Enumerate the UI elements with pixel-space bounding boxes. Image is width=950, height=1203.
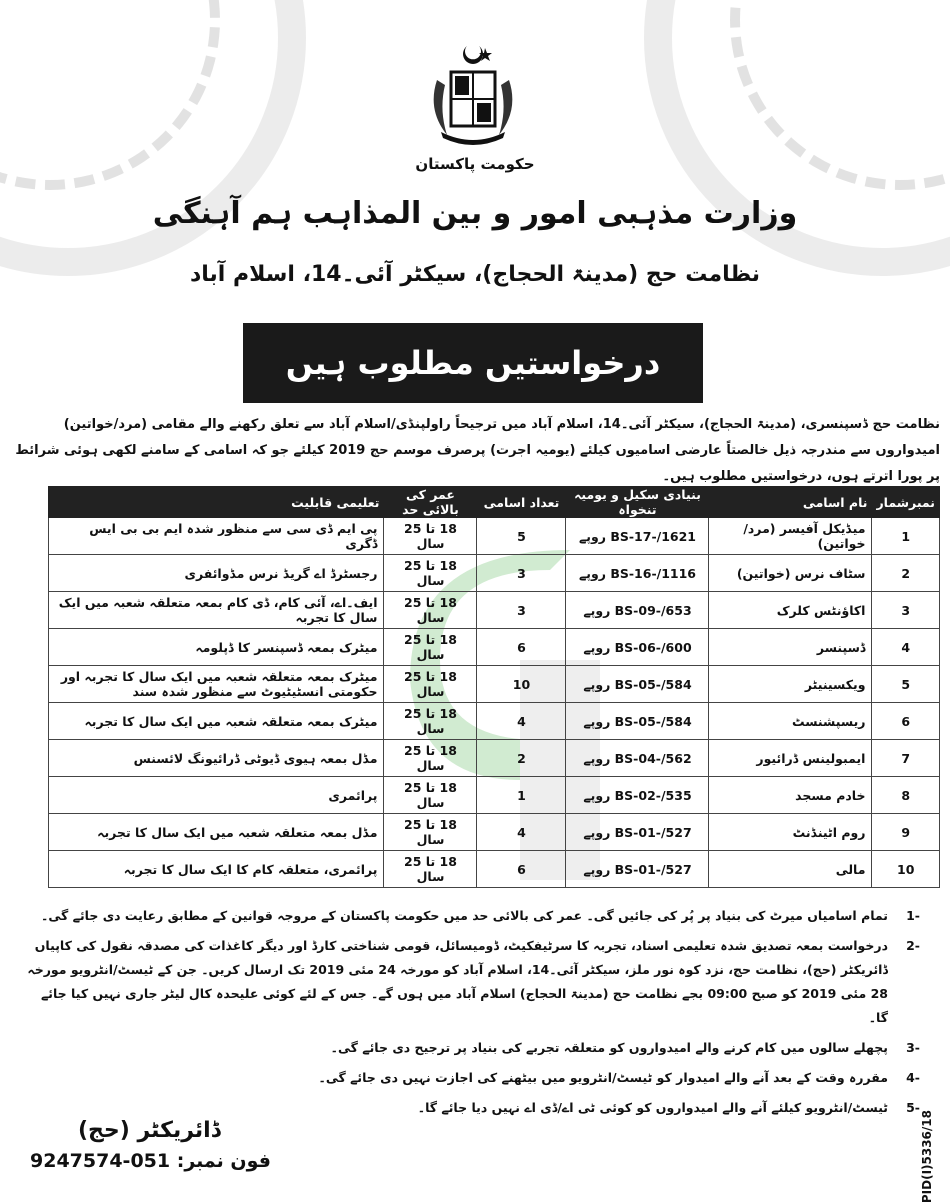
- cell-sno: 7: [872, 740, 940, 777]
- cell-age: 18 تا 25 سال: [384, 555, 477, 592]
- directorate-address: نظامت حج (مدینۃ الحجاج)، سیکٹر آئی۔14، اسلام آباد: [189, 262, 761, 287]
- header-qualification: تعلیمی قابلیت: [49, 487, 384, 518]
- note-number: -3: [906, 1040, 920, 1055]
- cell-count: 5: [477, 518, 566, 555]
- cell-age: 18 تا 25 سال: [384, 814, 477, 851]
- header-age: عمر کی بالائی حد: [384, 487, 477, 518]
- cell-qualification: پرائمری: [49, 777, 384, 814]
- applications-wanted-banner: درخواستیں مطلوب ہیں: [243, 323, 703, 403]
- phone-line: [30, 1150, 271, 1172]
- table-row: [49, 629, 940, 666]
- government-of-pakistan: حکومت پاکستان: [415, 155, 535, 173]
- header-sno: نمبرشمار: [872, 487, 940, 518]
- cell-age: 18 تا 25 سال: [384, 703, 477, 740]
- table-row: [49, 851, 940, 888]
- cell-scale: 562/-BS-04 روپے: [566, 740, 709, 777]
- cell-count: 6: [477, 629, 566, 666]
- table-row: [49, 518, 940, 555]
- cell-post: خادم مسجد: [709, 777, 872, 814]
- cell-count: 2: [477, 740, 566, 777]
- cell-post: روم اٹینڈنٹ: [709, 814, 872, 851]
- state-emblem-icon: [417, 40, 529, 150]
- cell-post: ڈسپنسر: [709, 629, 872, 666]
- cell-age: 18 تا 25 سال: [384, 629, 477, 666]
- cell-qualification: میٹرک بمعہ متعلقہ شعبہ میں ایک سال کا تجربہ: [49, 703, 384, 740]
- note-number: -5: [906, 1100, 920, 1115]
- cell-qualification: مڈل بمعہ متعلقہ شعبہ میں ایک سال کا تجربہ: [49, 814, 384, 851]
- cell-post: میڈیکل آفیسر (مرد/خواتین): [709, 518, 872, 555]
- pid-code: PID(I)5336/18: [920, 1110, 934, 1203]
- cell-sno: 5: [872, 666, 940, 703]
- cell-age: 18 تا 25 سال: [384, 666, 477, 703]
- director-signature: ڈائریکٹر (حج): [78, 1118, 221, 1143]
- cell-sno: 10: [872, 851, 940, 888]
- table-row: [49, 592, 940, 629]
- note-text: ٹیسٹ/انٹرویو کیلئے آنے والے امیدواروں کو کوئی ٹی اے/ڈی اے نہیں دیا جائے گا۔: [417, 1100, 888, 1115]
- cell-scale: 600/-BS-06 روپے: [566, 629, 709, 666]
- cell-qualification: رجسٹرڈ اے گریڈ نرس مڈوائفری: [49, 555, 384, 592]
- cell-scale: 584/-BS-05 روپے: [566, 703, 709, 740]
- cell-post: اکاؤنٹس کلرک: [709, 592, 872, 629]
- posts-table: [48, 486, 940, 888]
- table-header-row: [49, 487, 940, 518]
- cell-age: 18 تا 25 سال: [384, 518, 477, 555]
- phone-label: فون نمبر:: [176, 1150, 271, 1172]
- table-row: [49, 666, 940, 703]
- cell-scale: 527/-BS-01 روپے: [566, 851, 709, 888]
- note-item: [20, 1036, 920, 1060]
- cell-sno: 8: [872, 777, 940, 814]
- cell-qualification: میٹرک بمعہ ڈسپنسر کا ڈپلومہ: [49, 629, 384, 666]
- cell-count: 3: [477, 555, 566, 592]
- header-count: تعداد اسامی: [477, 487, 566, 518]
- note-item: [20, 934, 920, 1030]
- cell-scale: 584/-BS-05 روپے: [566, 666, 709, 703]
- cell-age: 18 تا 25 سال: [384, 740, 477, 777]
- cell-scale: 535/-BS-02 روپے: [566, 777, 709, 814]
- table-row: [49, 703, 940, 740]
- cell-scale: 653/-BS-09 روپے: [566, 592, 709, 629]
- note-text: درخواست بمعہ تصدیق شدہ تعلیمی اسناد، تجربہ کا سرٹیفکیٹ، ڈومیسائل، قومی شناختی کارڈ اور دیگر کاغذات کی مصدقہ نقول کی کاپیاں ڈائریکٹر (حج)، نظامت حج، نزد کوہ نور ملز، سیکٹر آئی۔14، اسلام آباد کو مورخہ 24 مئی 2019 تک ارسال کریں۔ جن کے ٹیسٹ/انٹرویو مورخہ 28 مئی 2019 کو صبح 09:00 بجے نظامت حج (مدینۃ الحجاج) اسلام آباد میں ہوں گے۔ جس کے لئے کوئی علیحدہ کال لیٹر جاری نہیں کیا جائے گا۔: [27, 938, 888, 1025]
- cell-post: مالی: [709, 851, 872, 888]
- note-number: -2: [906, 938, 920, 953]
- cell-qualification: پی ایم ڈی سی سے منظور شدہ ایم بی بی ایس ڈگری: [49, 518, 384, 555]
- cell-age: 18 تا 25 سال: [384, 777, 477, 814]
- table-row: [49, 740, 940, 777]
- phone-number: 051-9247574: [30, 1150, 171, 1172]
- cell-count: 6: [477, 851, 566, 888]
- header-scale: بنیادی سکیل و یومیہ تنخواہ: [566, 487, 709, 518]
- cell-qualification: میٹرک بمعہ متعلقہ شعبہ میں ایک سال کا تجربہ اور حکومتی انسٹیٹیوٹ سے منظور شدہ سند: [49, 666, 384, 703]
- cell-sno: 2: [872, 555, 940, 592]
- intro-paragraph: نظامت حج ڈسپنسری، (مدینۃ الحجاج)، سیکٹر آئی۔14، اسلام آباد میں ترجیحاً راولپنڈی/اسلام آباد سے تعلق رکھنے والے مقامی (مرد/خواتین) امیدواروں سے مندرجہ ذیل خالصتاً عارضی اسامیوں کیلئے (یومیہ اجرت) پرصرف موسم حج 2019 کیلئے جو کہ اسامی کے سامنے لکھی ہوئی شرائط پر پورا اترتے ہوں، درخواستیں مطلوب ہیں۔: [15, 417, 940, 484]
- note-number: -1: [906, 908, 920, 923]
- cell-post: ویکسینیٹر: [709, 666, 872, 703]
- cell-post: سٹاف نرس (خواتین): [709, 555, 872, 592]
- header-post: نام اسامی: [709, 487, 872, 518]
- note-text: مقررہ وقت کے بعد آنے والے امیدوار کو ٹیسٹ/انٹرویو میں بیٹھنے کی اجازت نہیں دی جائے گی۔: [318, 1070, 888, 1085]
- cell-sno: 4: [872, 629, 940, 666]
- terms-and-conditions: [20, 904, 920, 1126]
- note-item: [20, 904, 920, 928]
- cell-sno: 9: [872, 814, 940, 851]
- note-text: تمام اسامیاں میرٹ کی بنیاد پر پُر کی جائیں گی۔ عمر کی بالائی حد میں حکومت پاکستان کے مروجہ قوانین کے مطابق رعایت دی جائے گی۔: [41, 908, 888, 923]
- note-item: [20, 1096, 920, 1120]
- cell-scale: 1116/-BS-16 روپے: [566, 555, 709, 592]
- cell-scale: 1621/-BS-17 روپے: [566, 518, 709, 555]
- ministry-title: وزارت مذہبی امور و بین المذاہب ہم آہنگی: [152, 196, 798, 231]
- table-row: [49, 814, 940, 851]
- table-row: [49, 555, 940, 592]
- cell-count: 4: [477, 703, 566, 740]
- note-item: [20, 1066, 920, 1090]
- cell-count: 10: [477, 666, 566, 703]
- cell-sno: 3: [872, 592, 940, 629]
- cell-age: 18 تا 25 سال: [384, 592, 477, 629]
- cell-post: ریسپشنسٹ: [709, 703, 872, 740]
- cell-qualification: پرائمری، متعلقہ کام کا ایک سال کا تجربہ: [49, 851, 384, 888]
- table-row: [49, 777, 940, 814]
- note-text: پچھلے سالوں میں کام کرنے والے امیدواروں کو متعلقہ تجربے کی بنیاد پر ترجیح دی جائے گی۔: [330, 1040, 888, 1055]
- cell-scale: 527/-BS-01 روپے: [566, 814, 709, 851]
- note-number: -4: [906, 1070, 920, 1085]
- cell-count: 3: [477, 592, 566, 629]
- cell-qualification: مڈل بمعہ ہیوی ڈیوٹی ڈرائیونگ لائسنس: [49, 740, 384, 777]
- cell-count: 4: [477, 814, 566, 851]
- cell-count: 1: [477, 777, 566, 814]
- cell-sno: 1: [872, 518, 940, 555]
- cell-qualification: ایف۔اے، آئی کام، ڈی کام بمعہ متعلقہ شعبہ میں ایک سال کا تجربہ: [49, 592, 384, 629]
- cell-sno: 6: [872, 703, 940, 740]
- cell-age: 18 تا 25 سال: [384, 851, 477, 888]
- cell-post: ایمبولینس ڈرائیور: [709, 740, 872, 777]
